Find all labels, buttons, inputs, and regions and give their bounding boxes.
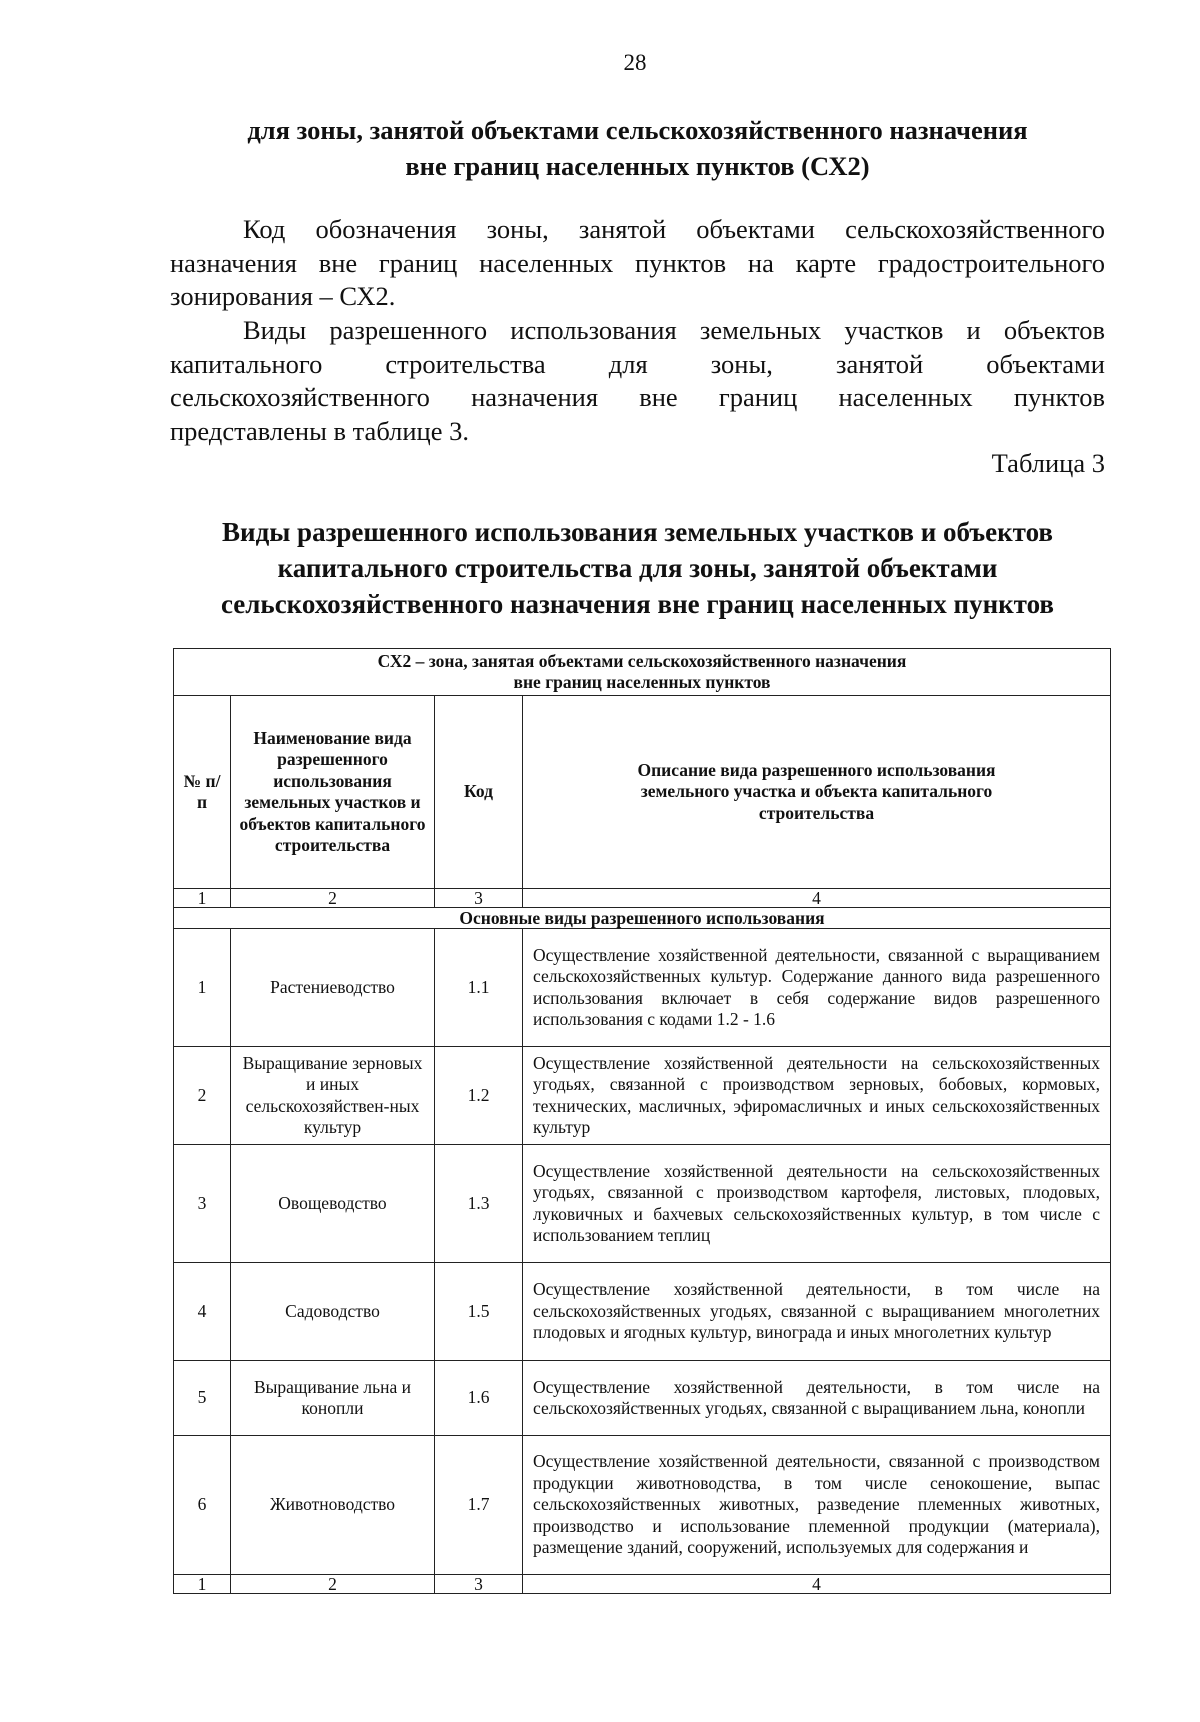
paragraph-line: Код обозначения зоны, занятой объектами сельскохозяйственного	[243, 214, 1105, 244]
header-name: Наименование вида разрешенного использования земельных участков и объектов капитального строительства	[231, 696, 435, 889]
row-name: Растениеводство	[231, 929, 435, 1047]
zone-header-line: вне границ населенных пунктов	[513, 672, 771, 692]
section-row	[174, 908, 1111, 929]
paragraph-line: представлены в таблице 3.	[170, 415, 469, 446]
column-number: 3	[435, 889, 523, 908]
table-title-line: Виды разрешенного использования земельных участков и объектов	[222, 517, 1053, 547]
row-description: Осуществление хозяйственной деятельности, связанной с выращиванием сельскохозяйственных культур. Содержание данного вида разрешенного использования включает в себя содержание видов разрешенного использования с кодами 1.2 - 1.6	[523, 929, 1111, 1047]
row-description: Осуществление хозяйственной деятельности на сельскохозяйственных угодьях, связанной с производством картофеля, листовых, плодовых, луковичных и бахчевых сельскохозяйственных культур, в том числе с использованием теплиц	[523, 1145, 1111, 1263]
table-row	[174, 1436, 1111, 1575]
header-num: № п/п	[174, 696, 231, 889]
column-number: 1	[174, 889, 231, 908]
row-description: Осуществление хозяйственной деятельности, в том числе на сельскохозяйственных угодьях, связанной с выращиванием льна, конопли	[523, 1361, 1111, 1436]
section-title: Основные виды разрешенного использования	[174, 908, 1111, 929]
paragraph-line: капитального строительства для зоны, занятой объектами	[170, 348, 1105, 379]
zone-heading-line: для зоны, занятой объектами сельскохозяйственного назначения	[247, 115, 1028, 145]
column-number: 3	[435, 1575, 523, 1594]
row-name: Выращивание зерновых и иных сельскохозяйствен-ных культур	[231, 1047, 435, 1145]
table-title	[160, 514, 1115, 622]
table-row	[174, 929, 1111, 1047]
table-title-line: капитального строительства для зоны, занятой объектами	[277, 553, 998, 583]
zone-heading-line: вне границ населенных пунктов (СХ2)	[405, 151, 870, 181]
paragraph-line: сельскохозяйственного назначения вне границ населенных пунктов	[170, 382, 1105, 412]
row-code: 1.2	[435, 1047, 523, 1145]
zone-header-row	[174, 649, 1111, 696]
row-code: 1.1	[435, 929, 523, 1047]
row-number: 6	[174, 1436, 231, 1575]
paragraph-line: зонирования – СХ2.	[170, 281, 396, 311]
column-number: 4	[523, 1575, 1111, 1594]
header-code: Код	[435, 696, 523, 889]
column-number-row	[174, 889, 1111, 908]
table-row	[174, 1361, 1111, 1436]
zone-header-cell	[174, 649, 1111, 696]
table-row	[174, 1145, 1111, 1263]
row-name: Выращивание льна и конопли	[231, 1361, 435, 1436]
row-description: Осуществление хозяйственной деятельности на сельскохозяйственных угодьях, связанной с производством зерновых, бобовых, кормовых, технических, масличных, эфиромасличных и иных сельскохозяйственных культур	[523, 1047, 1111, 1145]
zone-header-line: СХ2 – зона, занятая объектами сельскохозяйственного назначения	[377, 650, 907, 671]
row-description: Осуществление хозяйственной деятельности, связанной с производством продукции животноводства, в том числе сенокошение, выпас сельскохозяйственных животных, разведение племенных животных, производство и использование племенной продукции (материала), размещение зданий, сооружений, используемых для содержания и	[523, 1436, 1111, 1575]
row-number: 5	[174, 1361, 231, 1436]
row-number: 2	[174, 1047, 231, 1145]
table-row	[174, 1263, 1111, 1361]
header-description: Описание вида разрешенного использования земельного участка и объекта капитального строительства	[523, 696, 1111, 889]
zone-heading	[165, 112, 1110, 184]
row-number: 3	[174, 1145, 231, 1263]
column-number-row	[174, 1575, 1111, 1594]
row-name: Овощеводство	[231, 1145, 435, 1263]
row-number: 1	[174, 929, 231, 1047]
column-number: 2	[231, 1575, 435, 1594]
zone-code-paragraph	[170, 213, 1105, 314]
table-caption: Таблица 3	[991, 448, 1105, 478]
page-number: 28	[623, 50, 647, 75]
paragraph-line: назначения вне границ населенных пунктов на карте градостроительного	[170, 247, 1105, 278]
permitted-use-paragraph	[170, 314, 1105, 448]
row-code: 1.7	[435, 1436, 523, 1575]
column-header-row	[174, 696, 1111, 889]
row-name: Животноводство	[231, 1436, 435, 1575]
row-name: Садоводство	[231, 1263, 435, 1361]
permitted-uses-table	[173, 648, 1111, 1594]
column-number: 4	[523, 889, 1111, 908]
row-description: Осуществление хозяйственной деятельности, в том числе на сельскохозяйственных угодьях, связанной с выращиванием многолетних плодовых и ягодных культур, винограда и иных многолетних культур	[523, 1263, 1111, 1361]
row-number: 4	[174, 1263, 231, 1361]
row-code: 1.6	[435, 1361, 523, 1436]
paragraph-line: Виды разрешенного использования земельных участков и объектов	[243, 315, 1105, 345]
table-row	[174, 1047, 1111, 1145]
row-code: 1.5	[435, 1263, 523, 1361]
row-code: 1.3	[435, 1145, 523, 1263]
column-number: 1	[174, 1575, 231, 1594]
table-title-line: сельскохозяйственного назначения вне границ населенных пунктов	[220, 589, 1055, 619]
column-number: 2	[231, 889, 435, 908]
